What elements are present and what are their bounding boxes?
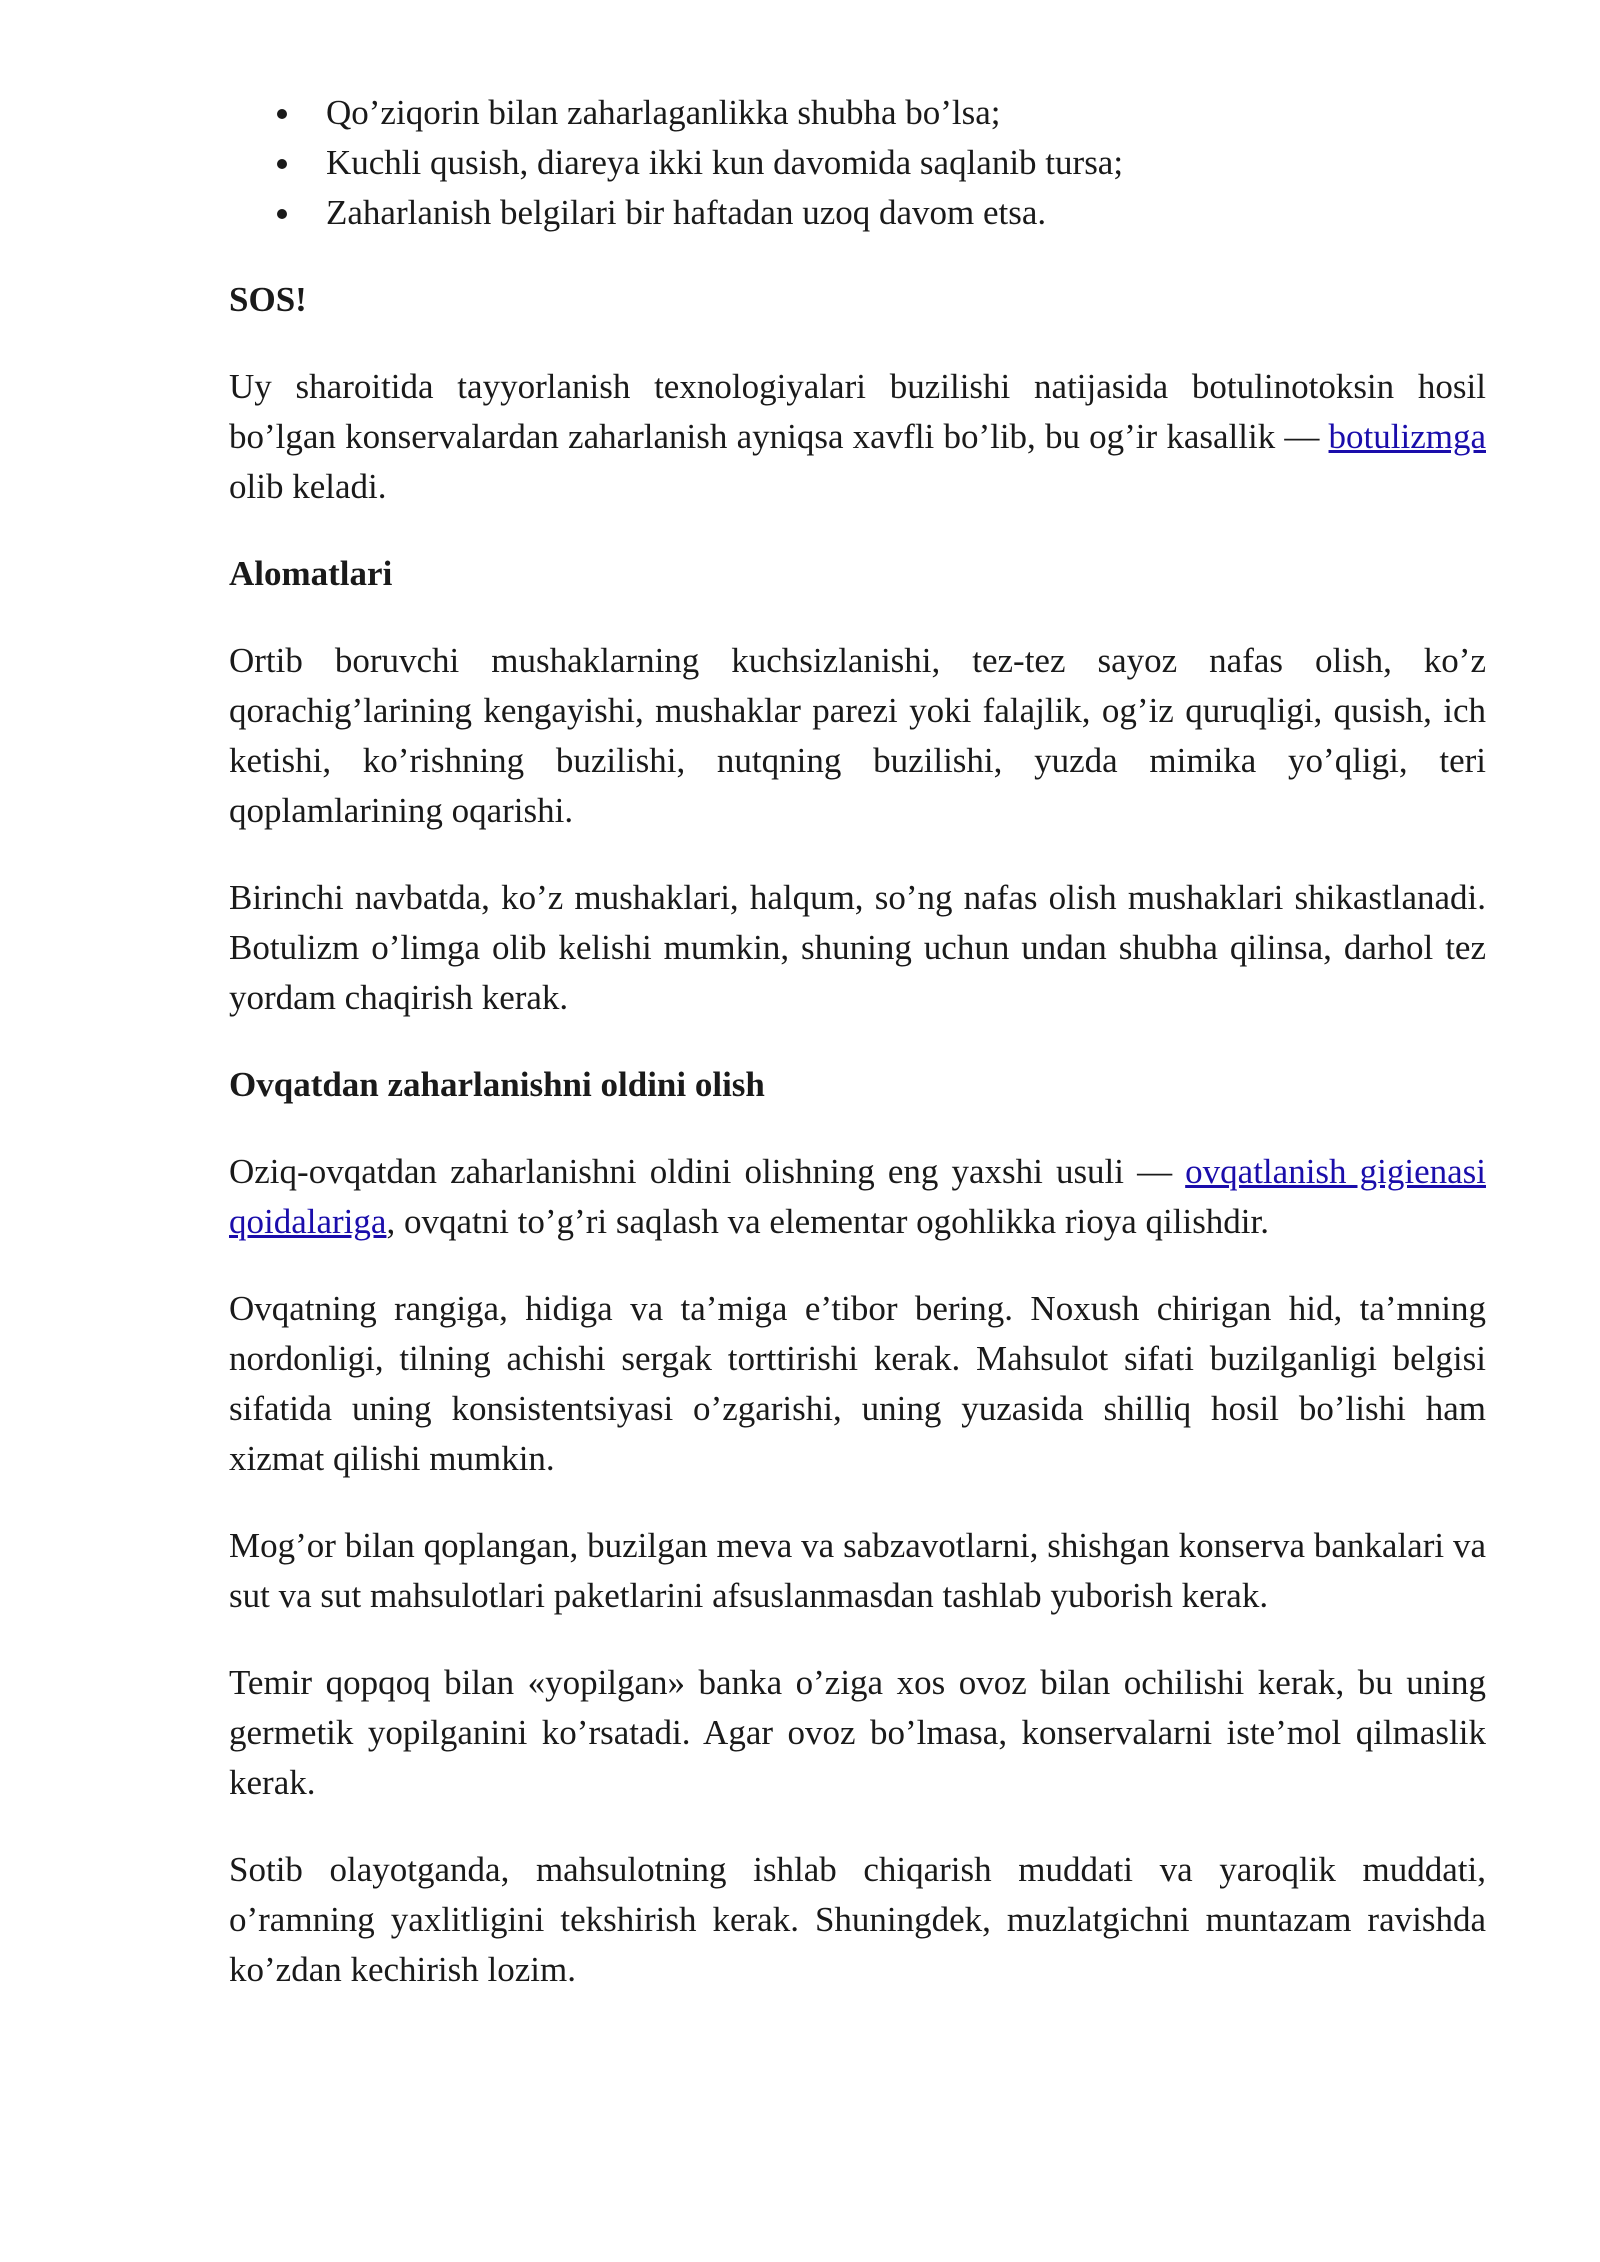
bullet-icon xyxy=(277,109,287,119)
prevention-paragraph: Mog’or bilan qoplangan, buzilgan meva va sabzavotlarni, shishgan konserva bankalari va sut va sut mahsulotlari paketlarini afsuslanmasdan tashlab yuborish kerak. xyxy=(229,1526,1486,1615)
food-hygiene-rules-link[interactable]: ovqatlanish gigienasi qoidalariga xyxy=(229,1152,1486,1241)
symptoms-paragraph: Birinchi navbatda, ko’z mushaklari, halqum, so’ng nafas olish mushaklari shikastlanadi. Botulizm o’limga olib kelishi mumkin, shuning uchun undan shubha qilinsa, darhol tez yordam chaqirish kerak. xyxy=(229,878,1486,1017)
symptoms-heading: Alomatlari xyxy=(229,554,393,593)
prevention-paragraph: Sotib olayotganda, mahsulotning ishlab chiqarish muddati va yaroqlik muddati, o’ramning yaxlitligini tekshirish kerak. Shuningdek, muzlatgichni muntazam ravishda ko’zdan kechirish lozim. xyxy=(229,1850,1486,1989)
sos-paragraph xyxy=(229,362,1486,512)
warning-signs-list xyxy=(229,88,1486,238)
list-item-text: Qo’ziqorin bilan zaharlaganlikka shubha bo’lsa; xyxy=(326,93,1001,132)
list-item-text: Zaharlanish belgilari bir haftadan uzoq davom etsa. xyxy=(326,193,1047,232)
bullet-icon xyxy=(277,159,287,169)
document-page xyxy=(229,88,1486,1995)
bullet-icon xyxy=(277,209,287,219)
sos-heading: SOS! xyxy=(229,280,307,319)
prevention-paragraph xyxy=(229,1147,1486,1247)
botulism-link[interactable]: botulizmga xyxy=(1328,417,1486,456)
prevention-text-before: Oziq-ovqatdan zaharlanishni oldini olishning eng yaxshi usuli — xyxy=(229,1152,1186,1191)
list-item xyxy=(229,138,1486,188)
prevention-text-after: , ovqatni to’g’ri saqlash va elementar ogohlikka rioya qilishdir. xyxy=(386,1202,1270,1241)
prevention-paragraph: Ovqatning rangiga, hidiga va ta’miga e’tibor bering. Noxush chirigan hid, ta’mning nordonligi, tilning achishi sergak torttirishi kerak. Mahsulot sifati buzilganligi belgisi sifatida uning konsistentsiyasi o’zgarishi, uning yuzasida shilliq hosil bo’lishi ham xizmat qilishi mumkin. xyxy=(229,1289,1486,1478)
list-item xyxy=(229,188,1486,238)
sos-text-before: Uy sharoitida tayyorlanish texnologiyalari buzilishi natijasida botulinotoksin hosil bo’lgan konservalardan zaharlanish ayniqsa xavfli bo’lib, bu og’ir kasallik — xyxy=(229,367,1486,456)
prevention-paragraph: Temir qopqoq bilan «yopilgan» banka o’ziga xos ovoz bilan ochilishi kerak, bu uning germetik yopilganini ko’rsatadi. Agar ovoz bo’lmasa, konservalarni iste’mol qilmaslik kerak. xyxy=(229,1663,1486,1802)
list-item xyxy=(229,88,1486,138)
prevention-heading: Ovqatdan zaharlanishni oldini olish xyxy=(229,1065,765,1104)
list-item-text: Kuchli qusish, diareya ikki kun davomida saqlanib tursa; xyxy=(326,143,1124,182)
symptoms-paragraph: Ortib boruvchi mushaklarning kuchsizlanishi, tez-tez sayoz nafas olish, ko’z qorachig’larining kengayishi, mushaklar parezi yoki falajlik, og’iz quruqligi, qusish, ich ketishi, ko’rishning buzilishi, nutqning buzilishi, yuzda mimika yo’qligi, teri qoplamlarining oqarishi. xyxy=(229,641,1486,830)
sos-text-after: olib keladi. xyxy=(229,467,387,506)
